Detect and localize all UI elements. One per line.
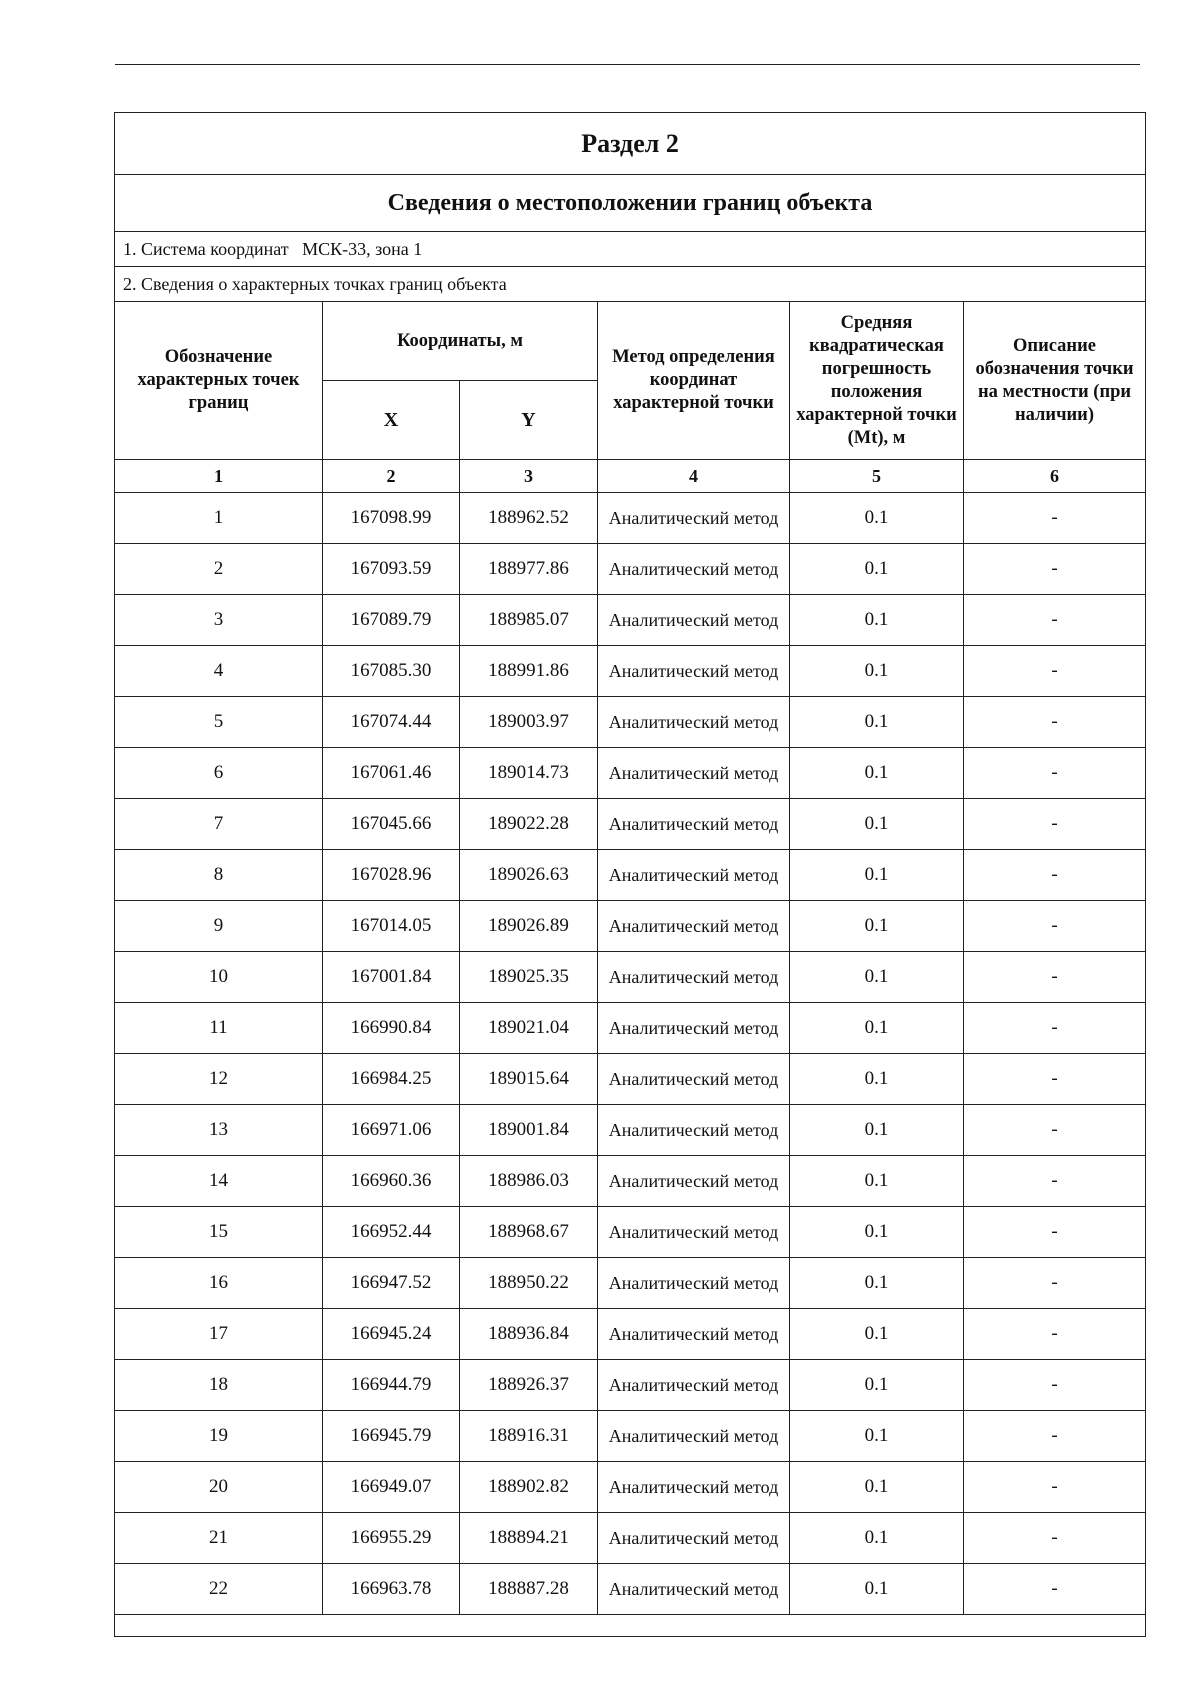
mt-value: 0.1: [790, 544, 964, 595]
mt-value: 0.1: [790, 493, 964, 544]
column-number: 6: [964, 460, 1146, 493]
point-description: -: [964, 1309, 1146, 1360]
coord-x: 167014.05: [323, 901, 460, 952]
section-subtitle: Сведения о местоположении границ объекта: [115, 175, 1146, 232]
method: Аналитический метод: [598, 1462, 790, 1513]
coord-x: 166952.44: [323, 1207, 460, 1258]
coord-x: 166971.06: [323, 1105, 460, 1156]
point-number: 9: [115, 901, 323, 952]
header-designation: Обозначение характерных точек границ: [115, 302, 323, 460]
coord-x: 166955.29: [323, 1513, 460, 1564]
point-number: 4: [115, 646, 323, 697]
top-rule: [115, 64, 1140, 65]
point-number: 7: [115, 799, 323, 850]
table-row: [115, 1207, 1146, 1258]
point-number: 18: [115, 1360, 323, 1411]
coord-y: 188962.52: [460, 493, 598, 544]
point-description: -: [964, 697, 1146, 748]
column-number: 2: [323, 460, 460, 493]
point-number: 16: [115, 1258, 323, 1309]
coord-y: 189001.84: [460, 1105, 598, 1156]
table-row: [115, 952, 1146, 1003]
point-number: 21: [115, 1513, 323, 1564]
table-row: [115, 850, 1146, 901]
method: Аналитический метод: [598, 1054, 790, 1105]
coord-y: 188950.22: [460, 1258, 598, 1309]
mt-value: 0.1: [790, 595, 964, 646]
table-row: [115, 544, 1146, 595]
mt-value: 0.1: [790, 1258, 964, 1309]
table-row: [115, 901, 1146, 952]
method: Аналитический метод: [598, 952, 790, 1003]
coord-x: 166949.07: [323, 1462, 460, 1513]
point-number: 3: [115, 595, 323, 646]
coord-y: 189014.73: [460, 748, 598, 799]
mt-value: 0.1: [790, 697, 964, 748]
point-description: -: [964, 1258, 1146, 1309]
empty-footer-row: [115, 1615, 1146, 1637]
table-row: [115, 646, 1146, 697]
point-number: 20: [115, 1462, 323, 1513]
point-number: 6: [115, 748, 323, 799]
coordinate-system-line: 1. Система координат МСК-33, зона 1: [115, 232, 1146, 267]
coord-x: 167085.30: [323, 646, 460, 697]
coord-y: 188991.86: [460, 646, 598, 697]
mt-value: 0.1: [790, 799, 964, 850]
empty-cell: [115, 1615, 1146, 1637]
method: Аналитический метод: [598, 493, 790, 544]
coord-y: 189026.63: [460, 850, 598, 901]
mt-value: 0.1: [790, 1462, 964, 1513]
coord-y: 189026.89: [460, 901, 598, 952]
point-description: -: [964, 1156, 1146, 1207]
header-coordinates: Координаты, м: [323, 302, 598, 381]
table-row: [115, 799, 1146, 850]
table-row: [115, 1156, 1146, 1207]
coord-x: 167061.46: [323, 748, 460, 799]
mt-value: 0.1: [790, 850, 964, 901]
coord-x: 167098.99: [323, 493, 460, 544]
mt-value: 0.1: [790, 1105, 964, 1156]
point-description: -: [964, 1054, 1146, 1105]
table-row: [115, 1105, 1146, 1156]
point-description: -: [964, 493, 1146, 544]
point-number: 22: [115, 1564, 323, 1615]
header-method: Метод определения координат характерной точки: [598, 302, 790, 460]
mt-value: 0.1: [790, 1411, 964, 1462]
method: Аналитический метод: [598, 1309, 790, 1360]
coord-x: 167001.84: [323, 952, 460, 1003]
table-row: [115, 697, 1146, 748]
point-description: -: [964, 799, 1146, 850]
method: Аналитический метод: [598, 646, 790, 697]
table-row: [115, 595, 1146, 646]
method: Аналитический метод: [598, 850, 790, 901]
table-row: [115, 1411, 1146, 1462]
mt-value: 0.1: [790, 748, 964, 799]
method: Аналитический метод: [598, 1411, 790, 1462]
coord-x: 166945.79: [323, 1411, 460, 1462]
method: Аналитический метод: [598, 1564, 790, 1615]
method: Аналитический метод: [598, 1105, 790, 1156]
point-description: -: [964, 1360, 1146, 1411]
point-number: 2: [115, 544, 323, 595]
column-number: 3: [460, 460, 598, 493]
coord-x: 167074.44: [323, 697, 460, 748]
coord-y: 189003.97: [460, 697, 598, 748]
coord-y: 188926.37: [460, 1360, 598, 1411]
mt-value: 0.1: [790, 1513, 964, 1564]
coord-x: 166945.24: [323, 1309, 460, 1360]
table-row: [115, 1003, 1146, 1054]
method: Аналитический метод: [598, 1360, 790, 1411]
method: Аналитический метод: [598, 1156, 790, 1207]
point-number: 15: [115, 1207, 323, 1258]
header-y: Y: [460, 381, 598, 460]
table-row: [115, 1564, 1146, 1615]
coord-y: 189015.64: [460, 1054, 598, 1105]
table-row: [115, 748, 1146, 799]
column-number: 4: [598, 460, 790, 493]
coord-x: 166990.84: [323, 1003, 460, 1054]
mt-value: 0.1: [790, 1054, 964, 1105]
point-number: 12: [115, 1054, 323, 1105]
mt-value: 0.1: [790, 1003, 964, 1054]
table-row: [115, 1462, 1146, 1513]
method: Аналитический метод: [598, 1207, 790, 1258]
coord-y: 188902.82: [460, 1462, 598, 1513]
method: Аналитический метод: [598, 799, 790, 850]
coord-y: 188977.86: [460, 544, 598, 595]
point-description: -: [964, 544, 1146, 595]
coord-x: 166963.78: [323, 1564, 460, 1615]
point-description: -: [964, 1462, 1146, 1513]
coord-y: 188894.21: [460, 1513, 598, 1564]
point-description: -: [964, 1513, 1146, 1564]
coord-x: 167028.96: [323, 850, 460, 901]
point-description: -: [964, 1003, 1146, 1054]
coord-x: 167093.59: [323, 544, 460, 595]
table-row: [115, 1054, 1146, 1105]
method: Аналитический метод: [598, 1258, 790, 1309]
boundary-points-table: [114, 112, 1146, 1637]
method: Аналитический метод: [598, 1513, 790, 1564]
table-row: [115, 1360, 1146, 1411]
point-description: -: [964, 901, 1146, 952]
table-row: [115, 1309, 1146, 1360]
point-description: -: [964, 850, 1146, 901]
method: Аналитический метод: [598, 544, 790, 595]
header-error: Средняя квадратическая погрешность положения характерной точки (Mt), м: [790, 302, 964, 460]
table-row: [115, 1258, 1146, 1309]
mt-value: 0.1: [790, 901, 964, 952]
point-number: 5: [115, 697, 323, 748]
point-number: 11: [115, 1003, 323, 1054]
mt-value: 0.1: [790, 1360, 964, 1411]
point-description: -: [964, 1564, 1146, 1615]
points-caption: 2. Сведения о характерных точках границ объекта: [115, 267, 1146, 302]
point-description: -: [964, 595, 1146, 646]
column-number: 1: [115, 460, 323, 493]
point-number: 13: [115, 1105, 323, 1156]
mt-value: 0.1: [790, 1156, 964, 1207]
mt-value: 0.1: [790, 646, 964, 697]
mt-value: 0.1: [790, 1564, 964, 1615]
header-x: X: [323, 381, 460, 460]
coord-x: 166944.79: [323, 1360, 460, 1411]
coord-y: 188887.28: [460, 1564, 598, 1615]
point-description: -: [964, 1105, 1146, 1156]
coord-y: 188936.84: [460, 1309, 598, 1360]
method: Аналитический метод: [598, 1003, 790, 1054]
mt-value: 0.1: [790, 1309, 964, 1360]
column-number: 5: [790, 460, 964, 493]
coord-y: 188985.07: [460, 595, 598, 646]
coord-x: 167089.79: [323, 595, 460, 646]
point-number: 14: [115, 1156, 323, 1207]
coord-y: 188916.31: [460, 1411, 598, 1462]
coord-x: 166947.52: [323, 1258, 460, 1309]
method: Аналитический метод: [598, 748, 790, 799]
coord-x: 166984.25: [323, 1054, 460, 1105]
point-number: 19: [115, 1411, 323, 1462]
point-number: 1: [115, 493, 323, 544]
coord-x: 166960.36: [323, 1156, 460, 1207]
coord-y: 188968.67: [460, 1207, 598, 1258]
coord-x: 167045.66: [323, 799, 460, 850]
coord-y: 188986.03: [460, 1156, 598, 1207]
section-title: Раздел 2: [115, 113, 1146, 175]
point-description: -: [964, 646, 1146, 697]
mt-value: 0.1: [790, 1207, 964, 1258]
point-description: -: [964, 1207, 1146, 1258]
point-description: -: [964, 748, 1146, 799]
point-description: -: [964, 952, 1146, 1003]
document-sheet: [114, 112, 1145, 1637]
table-row: [115, 1513, 1146, 1564]
header-description: Описание обозначения точки на местности (при наличии): [964, 302, 1146, 460]
point-number: 10: [115, 952, 323, 1003]
coord-y: 189021.04: [460, 1003, 598, 1054]
coord-y: 189022.28: [460, 799, 598, 850]
point-description: -: [964, 1411, 1146, 1462]
method: Аналитический метод: [598, 595, 790, 646]
coord-y: 189025.35: [460, 952, 598, 1003]
point-number: 17: [115, 1309, 323, 1360]
table-row: [115, 493, 1146, 544]
point-number: 8: [115, 850, 323, 901]
method: Аналитический метод: [598, 901, 790, 952]
method: Аналитический метод: [598, 697, 790, 748]
mt-value: 0.1: [790, 952, 964, 1003]
